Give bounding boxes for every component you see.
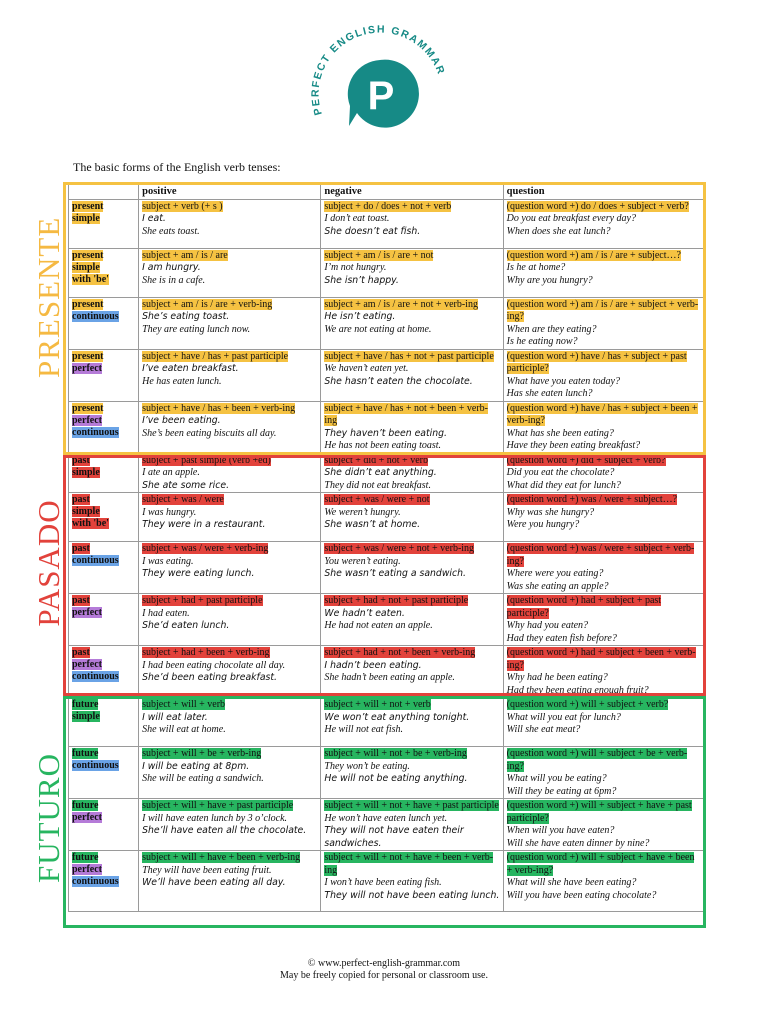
negative-formula: subject + was / were + not + verb-ing — [324, 543, 475, 554]
tense-label-time: past — [72, 595, 90, 606]
positive-example: They were in a restaurant. — [142, 519, 266, 530]
positive-example: I had been eating chocolate all day. — [142, 659, 286, 671]
brand-arc-text: PERFECT ENGLISH GRAMMAR — [309, 23, 448, 117]
positive-formula: subject + will + have + past participle — [142, 800, 294, 811]
positive-example: I had eaten. — [142, 607, 190, 619]
positive-example: I will be eating at 8pm. — [142, 760, 250, 772]
question-formula: (question word +) was / were + subject…? — [506, 494, 678, 505]
positive-example: She eats toast. — [142, 225, 200, 237]
positive-cell — [139, 199, 321, 248]
section-label-future: FUTURO — [31, 753, 66, 884]
question-cell — [503, 799, 704, 851]
negative-example: She doesn’t eat fish. — [324, 225, 421, 237]
negative-cell — [321, 799, 503, 851]
tense-row — [69, 453, 705, 493]
brand-logo — [300, 14, 460, 154]
tense-label-aspect: perfect — [72, 414, 102, 426]
tense-label-extra: with 'be' — [72, 273, 109, 285]
positive-formula: subject + have / has + past participle — [142, 350, 289, 362]
positive-example: I am hungry. — [142, 262, 201, 273]
question-formula: (question word +) have / has + subject + been + verb-ing? — [506, 402, 698, 426]
question-cell — [503, 248, 704, 297]
tense-label — [69, 698, 139, 747]
negative-example: He will not be eating anything. — [324, 773, 468, 784]
negative-cell — [321, 594, 503, 646]
positive-cell — [139, 493, 321, 542]
question-example: Had they been eating enough fruit? — [506, 684, 649, 696]
tense-row — [69, 493, 705, 542]
tense-label-time: past — [72, 454, 90, 466]
negative-example: I don’t eat toast. — [324, 213, 390, 224]
positive-cell — [139, 297, 321, 349]
question-formula: (question word +) was / were + subject + verb-ing? — [506, 543, 695, 567]
tense-label-aspect: continuous — [72, 760, 119, 771]
negative-example: We won’t eat anything tonight. — [324, 711, 470, 723]
positive-example: I eat. — [142, 213, 166, 224]
negative-formula: subject + had + not + past participle — [324, 595, 469, 606]
question-example: What did they eat for lunch? — [506, 479, 621, 491]
tense-label-time: future — [72, 748, 99, 759]
question-example: Have they been eating breakfast? — [506, 440, 641, 451]
negative-formula: subject + do / does + not + verb — [324, 200, 452, 212]
tense-row — [69, 747, 705, 799]
negative-cell — [321, 646, 503, 698]
question-example: Will she eat meat? — [506, 724, 581, 735]
header-question: question — [503, 185, 704, 200]
tense-label-aspect: simple — [72, 506, 100, 517]
question-cell — [503, 401, 704, 453]
tense-label-extra: continuous — [72, 426, 119, 438]
question-example: Where were you eating? — [506, 568, 604, 579]
tense-row — [69, 542, 705, 594]
positive-formula: subject + was / were — [142, 494, 224, 505]
positive-cell — [139, 453, 321, 493]
header-negative: negative — [321, 185, 503, 200]
question-cell — [503, 851, 704, 912]
tense-label-time: future — [72, 800, 99, 811]
positive-cell — [139, 698, 321, 747]
tense-label-time: past — [72, 543, 90, 554]
tense-row — [69, 297, 705, 349]
question-cell — [503, 542, 704, 594]
question-cell — [503, 349, 704, 401]
positive-example: She’s been eating biscuits all day. — [142, 427, 277, 439]
negative-formula: subject + will + not + have + past participle — [324, 800, 499, 811]
tense-label-aspect: perfect — [72, 659, 102, 670]
positive-example: She’d eaten lunch. — [142, 620, 230, 631]
question-cell — [503, 747, 704, 799]
header-label — [69, 185, 139, 200]
section-label-present: PRESENTE — [31, 216, 66, 378]
negative-cell — [321, 349, 503, 401]
negative-example: She wasn’t at home. — [324, 519, 421, 530]
tense-label — [69, 401, 139, 453]
tense-label — [69, 349, 139, 401]
intro-text: The basic forms of the English verb tenses: — [73, 160, 281, 174]
tense-label — [69, 747, 139, 799]
question-cell — [503, 646, 704, 698]
negative-formula: subject + had + not + been + verb-ing — [324, 647, 476, 658]
question-example: When are they eating? — [506, 323, 597, 335]
negative-example: You weren’t eating. — [324, 555, 401, 567]
negative-example: He isn’t eating. — [324, 311, 396, 322]
footer-copyright: © www.perfect-english-grammar.com — [307, 958, 461, 969]
negative-cell — [321, 747, 503, 799]
tense-label — [69, 799, 139, 851]
tense-label-time: future — [72, 852, 99, 863]
negative-formula: subject + will + not + be + verb-ing — [324, 748, 467, 759]
tense-label-aspect: perfect — [72, 362, 102, 374]
tense-label-extra: continuous — [72, 671, 119, 682]
negative-cell — [321, 297, 503, 349]
question-example: Why are you hungry? — [506, 274, 593, 286]
tense-label-aspect: perfect — [72, 607, 102, 618]
question-cell — [503, 594, 704, 646]
positive-cell — [139, 799, 321, 851]
negative-example: She isn’t happy. — [324, 274, 399, 286]
question-cell — [503, 493, 704, 542]
tense-label-aspect: simple — [72, 212, 100, 224]
positive-example: She’ll have eaten all the chocolate. — [142, 825, 307, 836]
tense-label-time: past — [72, 494, 90, 505]
question-example: Was she eating an apple? — [506, 580, 609, 592]
question-example: Has she eaten lunch? — [506, 388, 593, 399]
question-example: Had they eaten fish before? — [506, 632, 617, 644]
tense-label-aspect: simple — [72, 711, 100, 722]
negative-formula: subject + did + not + verb — [324, 454, 428, 466]
positive-example: She’d been eating breakfast. — [142, 672, 277, 683]
positive-cell — [139, 646, 321, 698]
tense-label — [69, 542, 139, 594]
tense-row — [69, 401, 705, 453]
question-formula: (question word +) had + subject + past participle? — [506, 595, 662, 619]
negative-example: We are not eating at home. — [324, 323, 432, 335]
positive-cell — [139, 248, 321, 297]
negative-cell — [321, 493, 503, 542]
tense-row — [69, 698, 705, 747]
question-cell — [503, 199, 704, 248]
positive-example: He has eaten lunch. — [142, 375, 222, 387]
question-example: Do you eat breakfast every day? — [506, 213, 636, 224]
brand-letter: P — [367, 74, 395, 118]
negative-example: I’m not hungry. — [324, 262, 387, 273]
positive-example: We’ll have been eating all day. — [142, 877, 286, 888]
positive-cell — [139, 542, 321, 594]
question-example: Why had he been eating? — [506, 672, 608, 683]
negative-example: They will not have eaten their sandwiches. — [324, 825, 464, 849]
tense-label — [69, 453, 139, 493]
tense-label-time: future — [72, 699, 99, 710]
question-example: What will she have been eating? — [506, 877, 637, 888]
question-formula: (question word +) am / is / are + subject…? — [506, 249, 681, 261]
question-formula: (question word +) had + subject + been + verb-ing? — [506, 647, 696, 671]
negative-example: They haven’t been eating. — [324, 427, 447, 439]
negative-cell — [321, 248, 503, 297]
negative-example: We hadn’t eaten. — [324, 607, 405, 619]
negative-formula: subject + have / has + not + been + verb-ing — [324, 402, 489, 426]
negative-cell — [321, 401, 503, 453]
positive-example: She ate some rice. — [142, 479, 230, 491]
positive-formula: subject + will + have + been + verb-ing — [142, 852, 301, 863]
question-example: Why was she hungry? — [506, 506, 595, 518]
tense-row — [69, 594, 705, 646]
negative-example: He will not eat fish. — [324, 724, 403, 735]
tense-label-aspect: perfect — [72, 812, 102, 823]
tense-label-time: past — [72, 647, 90, 658]
header-positive: positive — [139, 185, 321, 200]
tense-label-time: present — [72, 298, 104, 310]
positive-formula: subject + was / were + verb-ing — [142, 543, 269, 554]
question-formula: (question word +) have / has + subject + past participle? — [506, 350, 687, 374]
tense-label — [69, 297, 139, 349]
positive-example: She’s eating toast. — [142, 311, 230, 322]
question-cell — [503, 698, 704, 747]
negative-example: We weren’t hungry. — [324, 506, 401, 518]
footer-license: May be freely copied for personal or classroom use. — [280, 970, 488, 981]
negative-cell — [321, 542, 503, 594]
section-label-past: PASADO — [31, 499, 66, 627]
negative-cell — [321, 453, 503, 493]
question-formula: (question word +) will + subject + be + verb-ing? — [506, 748, 688, 772]
tense-label-extra: with 'be' — [72, 518, 109, 529]
question-formula: (question word +) will + subject + have + been + verb-ing? — [506, 852, 695, 876]
positive-example: She will be eating a sandwich. — [142, 773, 264, 784]
negative-example: She hasn’t eaten the chocolate. — [324, 375, 473, 387]
question-example: What have you eaten today? — [506, 375, 620, 387]
question-example: Is he at home? — [506, 262, 566, 273]
question-example: What has she been eating? — [506, 427, 614, 439]
positive-example: I was eating. — [142, 555, 194, 567]
question-example: What will you be eating? — [506, 773, 607, 784]
question-example: Why had you eaten? — [506, 620, 589, 631]
question-example: Will you have been eating chocolate? — [506, 889, 657, 901]
question-example: Will they be eating at 6pm? — [506, 785, 617, 797]
positive-example: She is in a cafe. — [142, 274, 206, 286]
tense-label-time: present — [72, 402, 104, 414]
positive-example: I’ve eaten breakfast. — [142, 363, 239, 374]
tense-label — [69, 199, 139, 248]
positive-example: They are eating lunch now. — [142, 323, 251, 335]
tense-label — [69, 851, 139, 912]
positive-example: They will have been eating fruit. — [142, 864, 272, 876]
positive-cell — [139, 349, 321, 401]
negative-example: She didn’t eat anything. — [324, 467, 437, 478]
negative-example: He had not eaten an apple. — [324, 620, 433, 631]
positive-formula: subject + had + past participle — [142, 595, 263, 606]
tense-label-time: present — [72, 200, 104, 212]
tense-row — [69, 199, 705, 248]
negative-cell — [321, 199, 503, 248]
negative-formula: subject + am / is / are + not — [324, 249, 434, 261]
negative-formula: subject + am / is / are + not + verb-ing — [324, 298, 478, 310]
negative-formula: subject + have / has + not + past participle — [324, 350, 494, 362]
footer — [0, 958, 768, 982]
positive-cell — [139, 594, 321, 646]
tense-label-aspect: continuous — [72, 310, 119, 322]
tense-row — [69, 851, 705, 912]
tense-label-time: present — [72, 350, 104, 362]
negative-example: I won’t have been eating fish. — [324, 877, 442, 888]
positive-example: I ate an apple. — [142, 467, 200, 478]
question-example: When does she eat lunch? — [506, 225, 611, 237]
tense-label — [69, 646, 139, 698]
positive-example: I’ve been eating. — [142, 415, 221, 426]
negative-formula: subject + will + not + have + been + verb-ing — [324, 852, 494, 876]
tense-label — [69, 594, 139, 646]
negative-example: I hadn’t been eating. — [324, 659, 422, 671]
positive-formula: subject + will + be + verb-ing — [142, 748, 262, 759]
negative-example: They will not have been eating lunch. — [324, 889, 500, 901]
question-formula: (question word +) did + subject + verb? — [506, 454, 666, 466]
question-formula: (question word +) am / is / are + subject + verb-ing? — [506, 298, 699, 322]
tense-row — [69, 248, 705, 297]
positive-formula: subject + am / is / are + verb-ing — [142, 298, 273, 310]
question-formula: (question word +) will + subject + have + past participle? — [506, 800, 692, 824]
negative-cell — [321, 851, 503, 912]
positive-formula: subject + past simple (verb +ed) — [142, 454, 271, 466]
tense-label-aspect: perfect — [72, 864, 102, 875]
positive-example: I will eat later. — [142, 711, 208, 723]
negative-example: We haven’t eaten yet. — [324, 363, 409, 374]
question-formula: (question word +) do / does + subject + verb? — [506, 200, 689, 212]
question-example: Will she have eaten dinner by nine? — [506, 837, 650, 849]
question-example: Did you eat the chocolate? — [506, 467, 615, 478]
positive-example: They were eating lunch. — [142, 568, 255, 579]
tense-row — [69, 646, 705, 698]
negative-formula: subject + was / were + not — [324, 494, 430, 505]
negative-formula: subject + will + not + verb — [324, 699, 431, 710]
negative-example: She wasn’t eating a sandwich. — [324, 568, 466, 579]
tense-label — [69, 248, 139, 297]
tense-label-time: present — [72, 249, 104, 261]
tense-label-aspect: simple — [72, 261, 100, 273]
negative-example: They won’t be eating. — [324, 760, 410, 772]
question-cell — [503, 297, 704, 349]
positive-example: I was hungry. — [142, 506, 197, 518]
question-example: What will you eat for lunch? — [506, 711, 621, 723]
negative-example: He won’t have eaten lunch yet. — [324, 812, 448, 824]
question-example: Is he eating now? — [506, 336, 578, 347]
positive-cell — [139, 401, 321, 453]
question-formula: (question word +) will + subject + verb? — [506, 699, 669, 710]
negative-example: They did not eat breakfast. — [324, 479, 431, 491]
positive-cell — [139, 747, 321, 799]
negative-example: He has not been eating toast. — [324, 440, 442, 451]
tense-label-aspect: continuous — [72, 555, 119, 566]
positive-formula: subject + verb (+ s ) — [142, 200, 223, 212]
question-cell — [503, 453, 704, 493]
negative-example: She hadn’t been eating an apple. — [324, 672, 455, 683]
tense-row — [69, 349, 705, 401]
positive-example: She will eat at home. — [142, 724, 226, 735]
verb-tense-table — [68, 184, 705, 912]
question-example: When will you have eaten? — [506, 825, 615, 836]
positive-example: I will have eaten lunch by 3 o’clock. — [142, 812, 288, 824]
negative-cell — [321, 698, 503, 747]
positive-formula: subject + have / has + been + verb-ing — [142, 402, 296, 414]
positive-formula: subject + will + verb — [142, 699, 226, 710]
positive-formula: subject + am / is / are — [142, 249, 228, 261]
tense-row — [69, 799, 705, 851]
tense-label — [69, 493, 139, 542]
question-example: Were you hungry? — [506, 519, 580, 530]
positive-formula: subject + had + been + verb-ing — [142, 647, 270, 658]
tense-label-extra: continuous — [72, 876, 119, 887]
tense-label-aspect: simple — [72, 466, 100, 478]
positive-cell — [139, 851, 321, 912]
